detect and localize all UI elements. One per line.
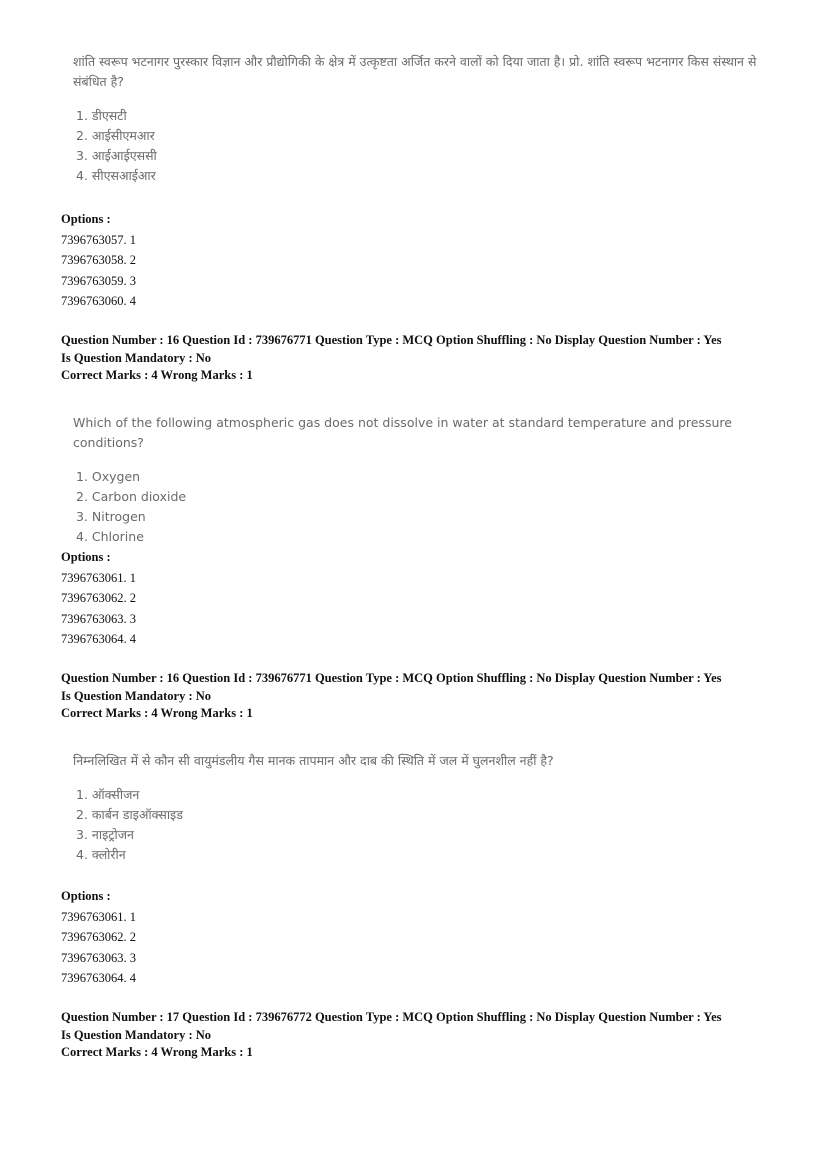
question-text: निम्नलिखित में से कौन सी वायुमंडलीय गैस मानक तापमान और दाब की स्थिति में जल में घुलनशील नहीं है? [73, 753, 554, 768]
question-options [73, 467, 786, 547]
options-list-3 [61, 886, 136, 989]
question-option: 1. Oxygen [76, 469, 141, 484]
question-options [73, 106, 786, 186]
meta-line: Question Number : 16 Question Id : 739676771 Question Type : MCQ Option Shuffling : No Display Question Number : Yes [61, 333, 722, 347]
option-id: 7396763058. 2 [61, 253, 136, 267]
question-option: 4. Chlorine [76, 529, 144, 544]
question-option: 1. डीएसटी [76, 108, 127, 123]
option-id: 7396763064. 4 [61, 971, 136, 985]
option-id: 7396763061. 1 [61, 909, 136, 924]
question-meta-2 [61, 670, 769, 723]
meta-line: Correct Marks : 4 Wrong Marks : 1 [61, 1045, 253, 1059]
question-image-3 [73, 751, 786, 865]
question-option: 2. कार्बन डाइऑक्साइड [76, 807, 183, 822]
question-meta-3 [61, 1009, 769, 1062]
option-id: 7396763062. 2 [61, 591, 136, 605]
question-text: शांति स्वरूप भटनागर पुरस्कार विज्ञान और प्रौद्योगिकी के क्षेत्र में उत्कृष्टता अर्जित करने वालों को दिया जाता है। प्रो. शांति स्वरूप भटनागर किस संस्थान से संबंधित है? [73, 54, 757, 89]
question-option: 4. सीएसआईआर [76, 168, 156, 183]
meta-line: Correct Marks : 4 Wrong Marks : 1 [61, 706, 253, 720]
question-option: 2. आईसीएमआर [76, 128, 155, 143]
option-id: 7396763063. 3 [61, 611, 136, 626]
option-id: 7396763060. 4 [61, 294, 136, 308]
question-image-2 [73, 413, 786, 547]
option-id: 7396763062. 2 [61, 930, 136, 944]
options-list-2 [61, 547, 136, 650]
meta-line: Is Question Mandatory : No [61, 350, 212, 365]
options-list-1 [61, 209, 136, 312]
option-id: 7396763061. 1 [61, 570, 136, 585]
options-label: Options : [61, 550, 111, 564]
question-option: 1. ऑक्सीजन [76, 787, 140, 802]
meta-line: Correct Marks : 4 Wrong Marks : 1 [61, 368, 253, 382]
options-label: Options : [61, 212, 111, 226]
meta-line: Is Question Mandatory : No [61, 1027, 212, 1042]
options-label: Options : [61, 889, 111, 903]
question-options [73, 785, 786, 865]
question-option: 3. Nitrogen [76, 509, 146, 524]
meta-line: Question Number : 17 Question Id : 739676772 Question Type : MCQ Option Shuffling : No Display Question Number : Yes [61, 1010, 722, 1024]
question-image-1 [73, 52, 786, 186]
question-option: 2. Carbon dioxide [76, 489, 187, 504]
question-option: 4. क्लोरीन [76, 847, 126, 862]
option-id: 7396763057. 1 [61, 232, 136, 247]
option-id: 7396763064. 4 [61, 632, 136, 646]
question-option: 3. आईआईएससी [76, 148, 157, 163]
meta-line: Question Number : 16 Question Id : 739676771 Question Type : MCQ Option Shuffling : No Display Question Number : Yes [61, 671, 722, 685]
option-id: 7396763059. 3 [61, 273, 136, 288]
question-meta-1 [61, 332, 769, 385]
question-option: 3. नाइट्रोजन [76, 827, 134, 842]
meta-line: Is Question Mandatory : No [61, 688, 212, 703]
question-text: Which of the following atmospheric gas does not dissolve in water at standard temperature and pressure conditions? [73, 415, 732, 450]
option-id: 7396763063. 3 [61, 950, 136, 965]
